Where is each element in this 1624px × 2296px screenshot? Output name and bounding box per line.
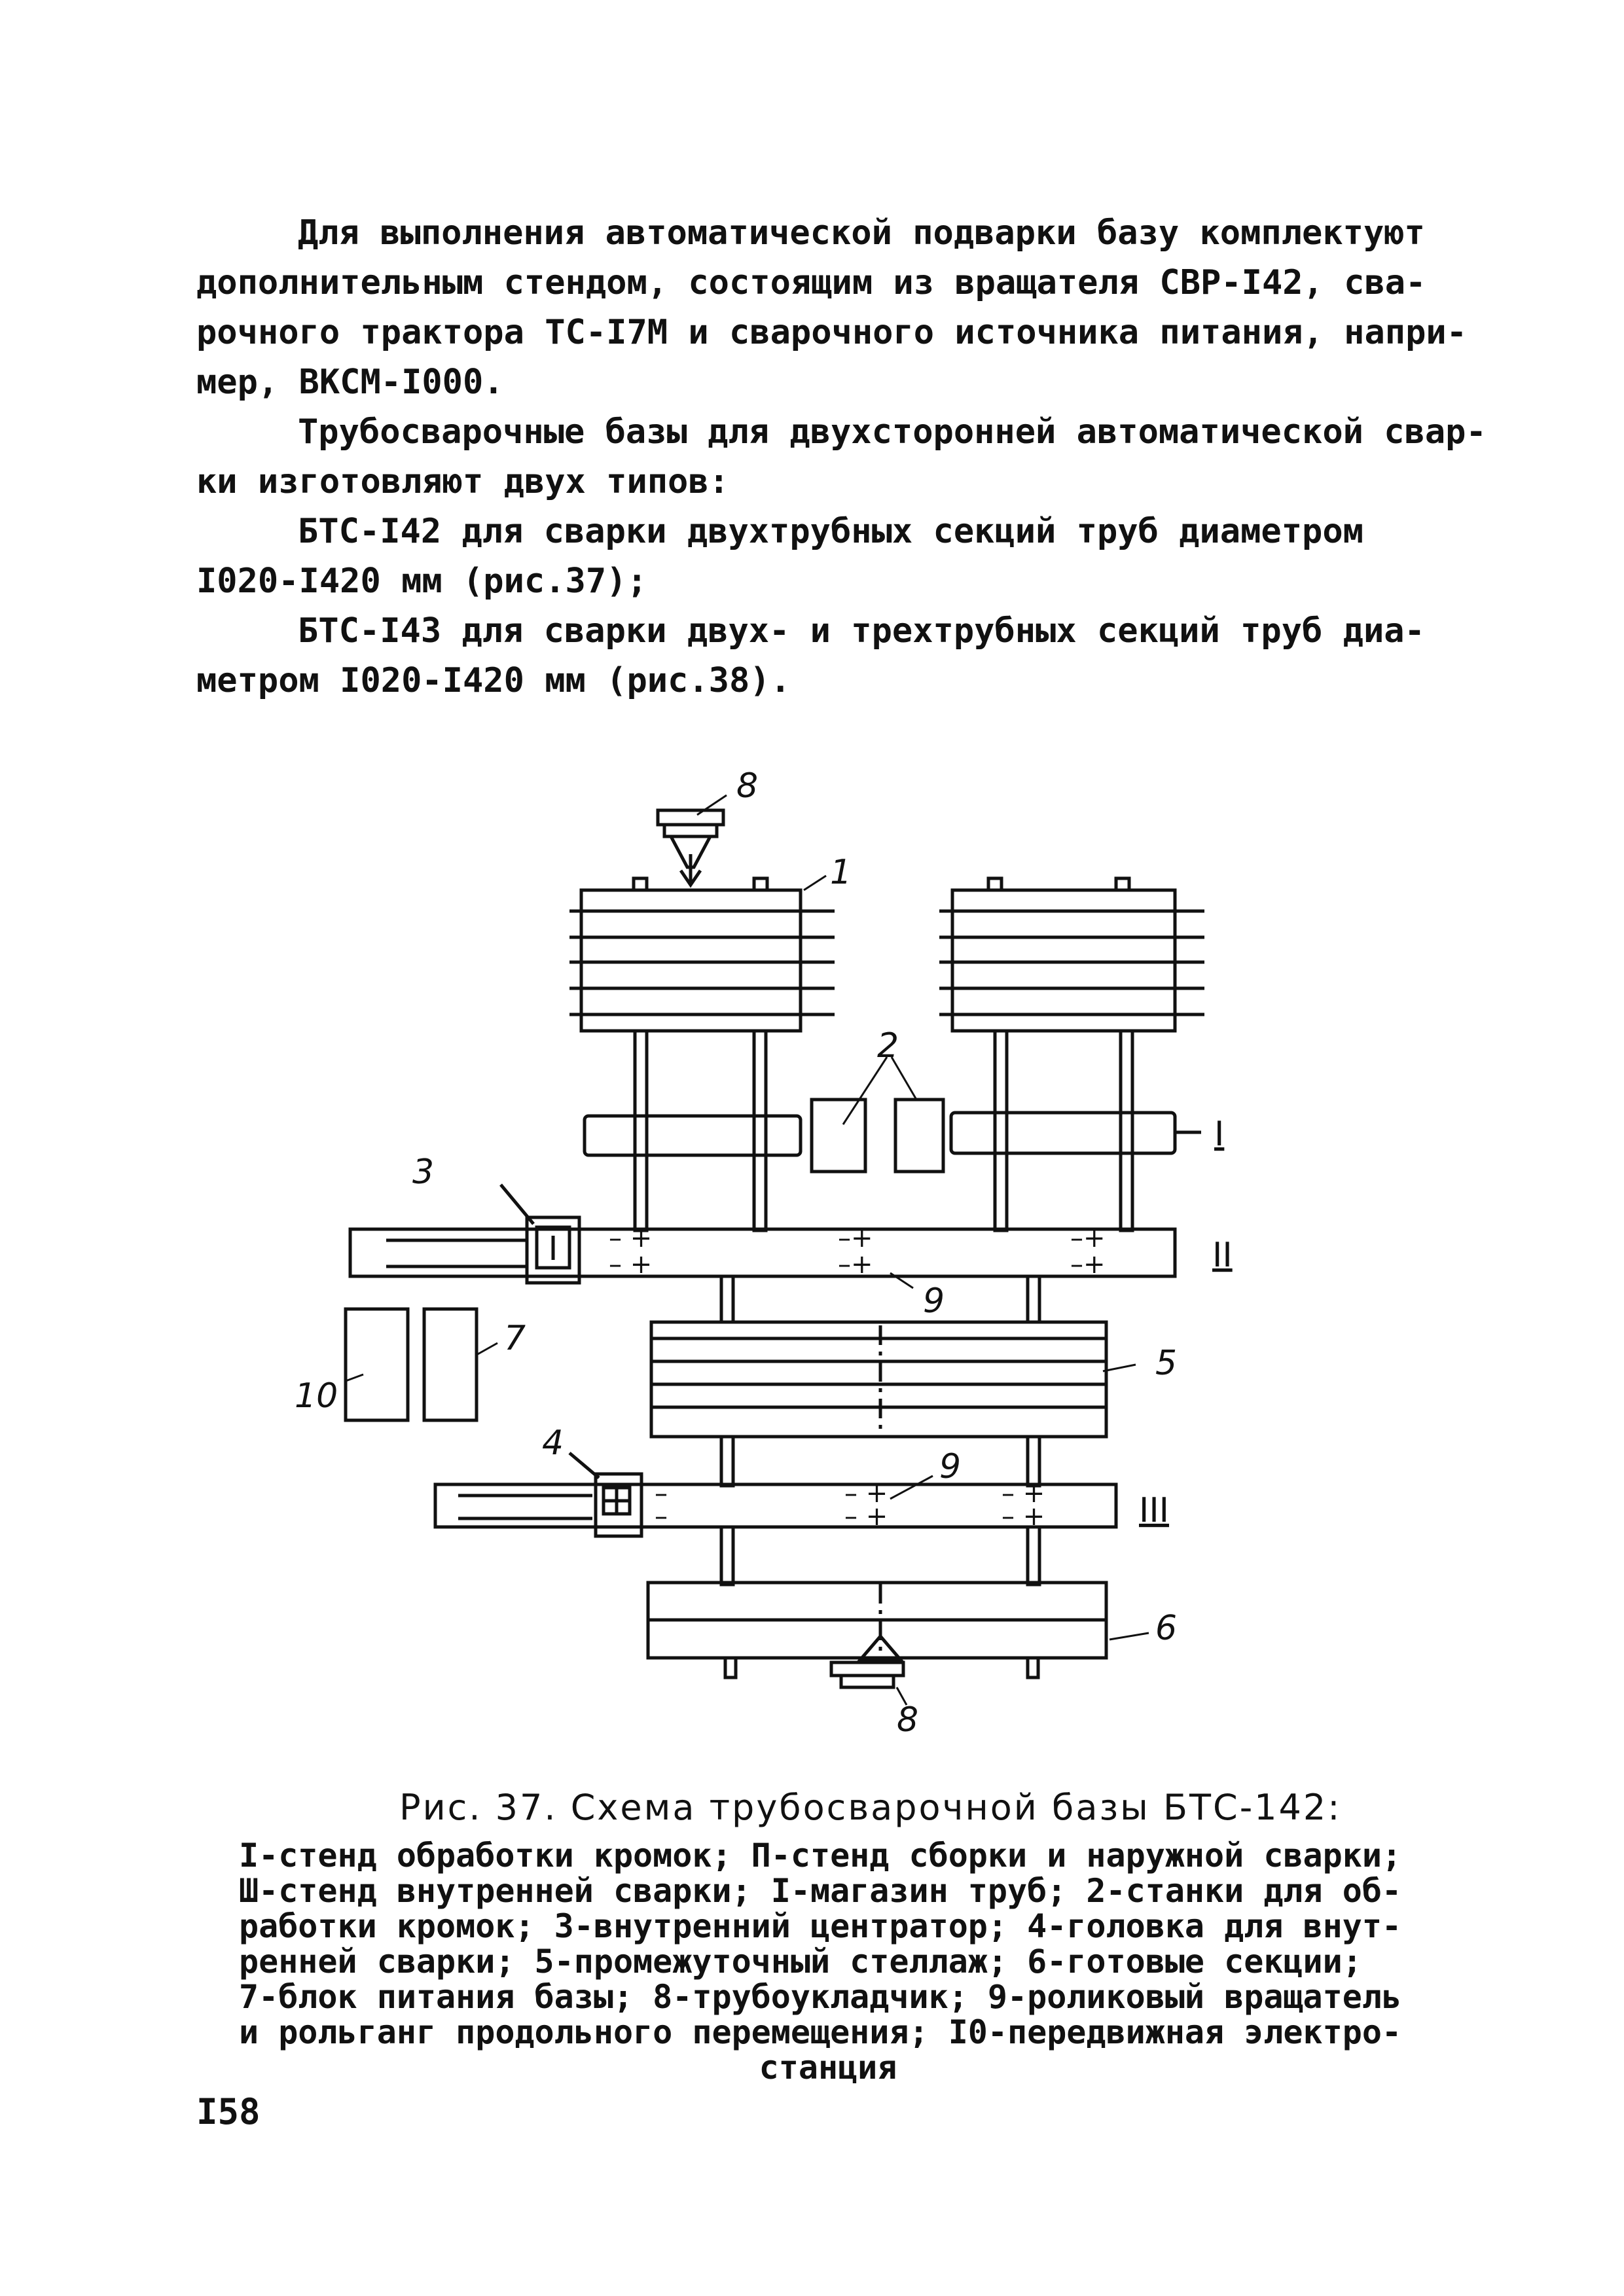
label-6: 6 [1155,1609,1178,1648]
label-10: 10 [295,1376,338,1416]
body-line-10: метром I020-I420 мм (рис.38). [196,661,791,700]
pipelayer-bottom [831,1636,903,1687]
pipe-magazine-right [939,878,1204,1031]
label-stand-II: II [1212,1236,1233,1275]
body-line-1: Для выполнения автоматической подварки базу комплектуют [298,213,1425,253]
label-5: 5 [1155,1344,1178,1383]
label-9-upper: 9 [923,1282,945,1321]
body-line-2: дополнительным стендом, состоящим из вращателя СВР-I42, сва- [196,263,1426,302]
pipelayer-top [658,810,723,885]
label-8-bottom: 8 [897,1700,919,1740]
body-line-7: БТС-I42 для сварки двухтрубных секций труб диаметром [298,512,1363,551]
svg-text:– +: – + [1001,1479,1045,1509]
legend-line-4: ренней сварки; 5-промежуточный стеллаж; 6-готовые секции; [239,1943,1362,1981]
legend-line-3: работки кромок; 3-внутренний центратор; 4-головка для внут- [239,1907,1402,1945]
label-stand-I: I [1214,1115,1225,1154]
svg-text:–+: –+ [838,1223,873,1253]
legend-line-6: и рольганг продольного перемещения; I0-передвижная электро- [239,2013,1402,2051]
body-line-5: Трубосварочные базы для двухсторонней автоматической свар- [298,412,1487,452]
pipe-magazine-left [569,878,835,1031]
power-unit [424,1309,477,1420]
svg-text:–: – [655,1501,668,1532]
body-line-9: БТС-I43 для сварки двух- и трехтрубных секций труб диа- [298,611,1425,651]
svg-text:–: – [655,1479,668,1509]
legend-line-7: станция [759,2049,897,2087]
body-line-8: I020-I420 мм (рис.37); [196,562,647,601]
svg-text:–+: –+ [838,1249,873,1280]
svg-text:– +: – + [844,1501,888,1532]
svg-text:–+: –+ [1070,1223,1106,1253]
stand-I [585,1100,1201,1172]
label-7: 7 [504,1319,526,1358]
mobile-power-station [346,1309,408,1420]
svg-text:– +: – + [1001,1501,1045,1532]
figure-legend [239,1838,1417,2085]
legend-line-1: I-стенд обработки кромок; П-стенд сборки и наружной сварки; [239,1837,1402,1874]
body-line-3: рочного трактора ТС-I7М и сварочного источника питания, напри- [196,313,1468,352]
figure-caption-title: Рис. 37. Схема трубосварочной базы БТС-142: [399,1787,1342,1828]
body-line-6: ки изготовляют двух типов: [196,462,729,501]
page-number: I58 [196,2091,261,2132]
label-stand-III: III [1139,1491,1170,1530]
legend-line-2: Ш-стенд внутренней сварки; I-магазин труб; 2-станки для об- [239,1872,1402,1910]
intermediate-rack [651,1322,1106,1437]
legend-line-5: 7-блок питания базы; 8-трубоукладчик; 9-роликовый вращатель [239,1978,1402,2016]
svg-text:– +: – + [844,1479,888,1509]
body-line-4: мер, ВКСМ-I000. [196,363,504,402]
label-1: 1 [830,853,852,892]
label-2: 2 [877,1026,899,1066]
svg-text:–+: –+ [1070,1249,1106,1280]
label-8-top: 8 [736,766,759,806]
svg-text:– +: – + [609,1249,653,1280]
label-9-lower: 9 [939,1447,962,1486]
svg-text:– +: – + [609,1223,653,1253]
stand-II [350,1185,1175,1283]
label-4: 4 [542,1424,564,1463]
label-3: 3 [412,1153,435,1192]
